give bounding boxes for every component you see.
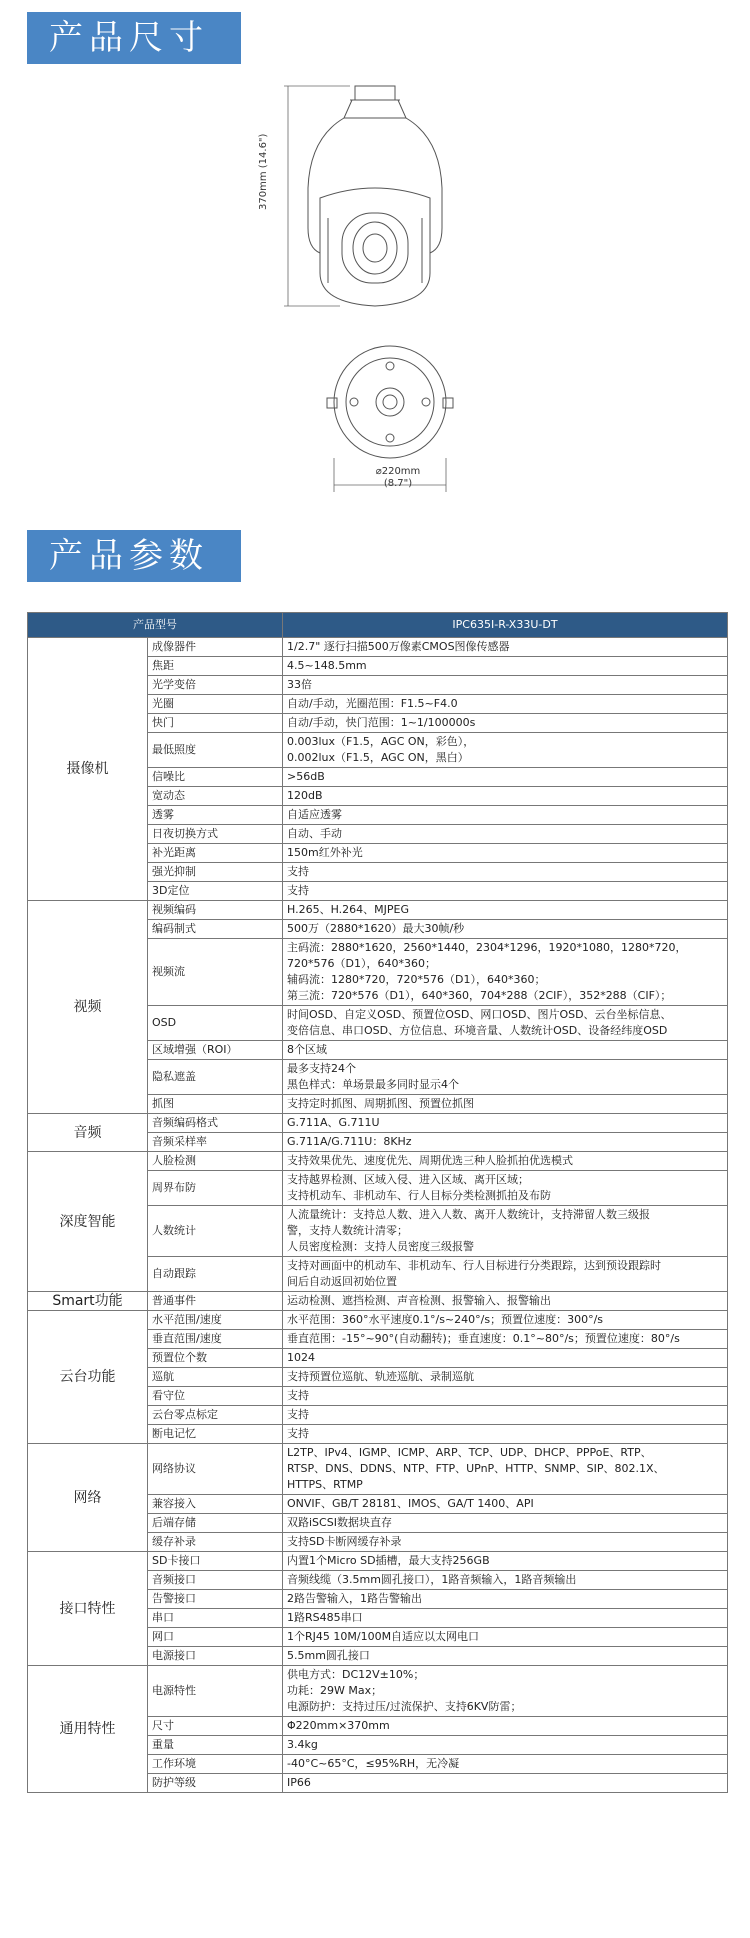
param-name-cell: 巡航: [148, 1368, 283, 1387]
param-value-cell: [283, 825, 728, 844]
param-name-cell: 水平范围/速度: [148, 1311, 283, 1330]
param-value-cell: [283, 1571, 728, 1590]
param-name-cell: 信噪比: [148, 768, 283, 787]
param-name-cell: 人脸检测: [148, 1152, 283, 1171]
param-name-cell: 隐私遮盖: [148, 1060, 283, 1095]
param-value-cell: [283, 1349, 728, 1368]
param-value-line: 第三流：720*576（D1），640*360，704*288（2CIF），352*288（CIF）；: [287, 989, 672, 1002]
param-name-cell: 兼容接入: [148, 1495, 283, 1514]
param-value-cell: [283, 920, 728, 939]
param-value-cell: [283, 1257, 728, 1292]
param-name-cell: 视频流: [148, 939, 283, 1006]
param-value-line: G.711A/G.711U：8KHz: [287, 1135, 412, 1148]
param-value-line: 支持: [287, 865, 309, 878]
param-value-line: 运动检测、遮挡检测、声音检测、报警输入、报警输出: [287, 1294, 551, 1307]
param-name-cell: 音频接口: [148, 1571, 283, 1590]
param-value-line: 150m红外补光: [287, 846, 363, 859]
param-value-line: 4.5~148.5mm: [287, 659, 367, 672]
param-value-cell: [283, 1368, 728, 1387]
param-value-line: 支持机动车、非机动车、行人目标分类检测抓拍及布防: [287, 1189, 551, 1202]
param-value-line: 支持SD卡断网缓存补录: [287, 1535, 402, 1548]
param-value-cell: [283, 806, 728, 825]
table-row: [28, 1552, 728, 1571]
param-value-cell: [283, 1717, 728, 1736]
param-name-cell: 编码制式: [148, 920, 283, 939]
param-name-cell: 电源接口: [148, 1647, 283, 1666]
param-name-cell: 缓存补录: [148, 1533, 283, 1552]
camera-side-view-drawing: [280, 78, 470, 318]
param-value-line: 时间OSD、自定义OSD、预置位OSD、网口OSD、图片OSD、云台坐标信息、: [287, 1008, 672, 1021]
param-name-cell: 垂直范围/速度: [148, 1330, 283, 1349]
param-name-cell: 区域增强（ROI）: [148, 1041, 283, 1060]
param-value-line: G.711A、G.711U: [287, 1116, 380, 1129]
param-value-cell: [283, 1060, 728, 1095]
param-name-cell: 快门: [148, 714, 283, 733]
param-value-cell: [283, 638, 728, 657]
height-label: [258, 133, 269, 210]
param-value-line: 1个RJ45 10M/100M自适应以太网电口: [287, 1630, 480, 1643]
param-value-cell: [283, 1152, 728, 1171]
param-value-line: 自动、手动: [287, 827, 342, 840]
param-value-cell: [283, 1171, 728, 1206]
param-value-line: 自适应透雾: [287, 808, 342, 821]
param-value-cell: [283, 844, 728, 863]
param-value-cell: [283, 1041, 728, 1060]
param-name-cell: 云台零点标定: [148, 1406, 283, 1425]
param-value-line: 支持效果优先、速度优先、周期优选三种人脸抓拍优选模式: [287, 1154, 573, 1167]
param-value-cell: [283, 1736, 728, 1755]
param-value-cell: [283, 1647, 728, 1666]
param-value-cell: [283, 1406, 728, 1425]
param-name-cell: 补光距离: [148, 844, 283, 863]
table-row: [28, 1292, 728, 1311]
param-value-line: 支持: [287, 884, 309, 897]
param-value-line: 120dB: [287, 789, 323, 802]
param-value-cell: [283, 1755, 728, 1774]
param-value-line: 间后自动返回初始位置: [287, 1275, 397, 1288]
category-cell: 视频: [28, 901, 148, 1114]
param-value-line: 1路RS485串口: [287, 1611, 363, 1624]
spec-table: [27, 612, 728, 1793]
param-value-cell: [283, 882, 728, 901]
param-name-cell: 电源特性: [148, 1666, 283, 1717]
param-value-cell: [283, 863, 728, 882]
param-value-cell: [283, 1514, 728, 1533]
table-row: [28, 1114, 728, 1133]
param-value-cell: [283, 1311, 728, 1330]
param-value-line: 人流量统计：支持总人数、进入人数、离开人数统计，支持滞留人数三级报: [287, 1208, 650, 1221]
category-cell: 云台功能: [28, 1311, 148, 1444]
category-cell: 音频: [28, 1114, 148, 1152]
param-name-cell: 周界布防: [148, 1171, 283, 1206]
param-value-cell: [283, 714, 728, 733]
param-value-line: 双路iSCSI数据块直存: [287, 1516, 392, 1529]
param-name-cell: 网口: [148, 1628, 283, 1647]
param-value-line: 功耗：29W Max；: [287, 1684, 383, 1697]
param-value-line: 支持: [287, 1427, 309, 1440]
param-value-cell: [283, 1609, 728, 1628]
param-name-cell: 最低照度: [148, 733, 283, 768]
param-name-cell: OSD: [148, 1006, 283, 1041]
param-value-line: 辅码流：1280*720，720*576（D1），640*360；: [287, 973, 546, 986]
param-value-line: 支持: [287, 1389, 309, 1402]
param-value-cell: [283, 657, 728, 676]
diameter-label: ⌀220mm (8.7"): [375, 466, 421, 489]
param-name-cell: 宽动态: [148, 787, 283, 806]
param-value-line: 支持对画面中的机动车、非机动车、行人目标进行分类跟踪，达到预设跟踪时: [287, 1259, 661, 1272]
param-value-line: 720*576（D1），640*360；: [287, 957, 436, 970]
param-value-cell: [283, 1292, 728, 1311]
param-value-line: IP66: [287, 1776, 311, 1789]
param-value-line: 内置1个Micro SD插槽，最大支持256GB: [287, 1554, 490, 1567]
param-value-line: 电源防护：支持过压/过流保护、支持6KV防雷；: [287, 1700, 522, 1713]
height-in: (14.6"): [258, 133, 269, 169]
param-name-cell: 音频采样率: [148, 1133, 283, 1152]
category-cell: 摄像机: [28, 638, 148, 901]
param-value-line: 2路告警输入，1路告警输出: [287, 1592, 422, 1605]
param-name-cell: 重量: [148, 1736, 283, 1755]
param-value-line: 支持越界检测、区域入侵、进入区域、离开区域；: [287, 1173, 529, 1186]
param-name-cell: 成像器件: [148, 638, 283, 657]
param-name-cell: 焦距: [148, 657, 283, 676]
param-name-cell: 看守位: [148, 1387, 283, 1406]
param-name-cell: 尺寸: [148, 1717, 283, 1736]
table-row: [28, 1311, 728, 1330]
table-row: [28, 1444, 728, 1495]
param-value-line: -40°C~65°C，≤95%RH，无冷凝: [287, 1757, 460, 1770]
param-value-cell: [283, 1095, 728, 1114]
table-row: [28, 1152, 728, 1171]
param-name-cell: 光圈: [148, 695, 283, 714]
param-value-line: 自动/手动，光圈范围：F1.5~F4.0: [287, 697, 458, 710]
param-value-cell: [283, 901, 728, 920]
param-value-cell: [283, 695, 728, 714]
header-model-value: IPC635I-R-X33U-DT: [283, 613, 728, 638]
param-name-cell: 预置位个数: [148, 1349, 283, 1368]
param-value-cell: [283, 1133, 728, 1152]
param-value-line: 变倍信息、串口OSD、方位信息、环境音量、人数统计OSD、设备经纬度OSD: [287, 1024, 668, 1037]
param-value-cell: [283, 787, 728, 806]
category-cell: Smart功能: [28, 1292, 148, 1311]
param-name-cell: 后端存储: [148, 1514, 283, 1533]
param-name-cell: 告警接口: [148, 1590, 283, 1609]
param-value-cell: [283, 1552, 728, 1571]
param-value-cell: [283, 1006, 728, 1041]
param-value-line: 最多支持24个: [287, 1062, 356, 1075]
header-model-label: 产品型号: [28, 613, 283, 638]
param-value-cell: [283, 1387, 728, 1406]
param-name-cell: 抓图: [148, 1095, 283, 1114]
category-cell: 深度智能: [28, 1152, 148, 1292]
diameter-mm: 220mm: [381, 466, 421, 477]
param-name-cell: 网络协议: [148, 1444, 283, 1495]
height-mm: 370mm: [258, 171, 269, 210]
param-value-line: 黑色样式：单场景最多同时显示4个: [287, 1078, 459, 1091]
param-name-cell: 人数统计: [148, 1206, 283, 1257]
param-name-cell: 断电记忆: [148, 1425, 283, 1444]
param-value-line: H.265、H.264、MJPEG: [287, 903, 409, 916]
param-value-cell: [283, 1495, 728, 1514]
param-value-line: 0.002lux（F1.5，AGC ON，黑白）: [287, 751, 469, 764]
table-row: [28, 1666, 728, 1717]
param-name-cell: 自动跟踪: [148, 1257, 283, 1292]
param-value-cell: [283, 1590, 728, 1609]
param-value-line: 人员密度检测：支持人员密度三级报警: [287, 1240, 474, 1253]
param-value-line: 1/2.7" 逐行扫描500万像素CMOS图像传感器: [287, 640, 510, 653]
table-row: [28, 638, 728, 657]
param-value-cell: [283, 1774, 728, 1793]
table-row: [28, 901, 728, 920]
param-name-cell: 串口: [148, 1609, 283, 1628]
param-value-line: RTSP、DNS、DDNS、NTP、FTP、UPnP、HTTP、SNMP、SIP、802.1X、: [287, 1462, 665, 1475]
param-name-cell: 日夜切换方式: [148, 825, 283, 844]
param-value-line: 自动/手动，快门范围：1~1/100000s: [287, 716, 476, 729]
param-value-cell: [283, 1114, 728, 1133]
diameter-in: (8.7"): [383, 478, 413, 489]
param-value-line: 500万（2880*1620）最大30帧/秒: [287, 922, 465, 935]
param-value-line: Φ220mm×370mm: [287, 1719, 390, 1732]
param-value-cell: [283, 1330, 728, 1349]
param-value-line: 支持定时抓图、周期抓图、预置位抓图: [287, 1097, 474, 1110]
param-value-cell: [283, 1206, 728, 1257]
section-title-dimensions: 产品尺寸: [27, 12, 241, 64]
param-name-cell: 防护等级: [148, 1774, 283, 1793]
param-value-line: 支持: [287, 1408, 309, 1421]
param-value-line: 主码流：2880*1620，2560*1440，2304*1296，1920*1080，1280*720，: [287, 941, 687, 954]
param-value-cell: [283, 1444, 728, 1495]
table-header-row: [28, 613, 728, 638]
param-name-cell: 强光抑制: [148, 863, 283, 882]
param-name-cell: 视频编码: [148, 901, 283, 920]
param-value-line: 供电方式：DC12V±10%；: [287, 1668, 425, 1681]
param-name-cell: SD卡接口: [148, 1552, 283, 1571]
param-value-cell: [283, 676, 728, 695]
param-value-cell: [283, 1533, 728, 1552]
param-value-cell: [283, 1666, 728, 1717]
param-value-line: 垂直范围：-15°~90°(自动翻转)；垂直速度：0.1°~80°/s；预置位速度：80°/s: [287, 1332, 680, 1345]
param-value-line: 0.003lux（F1.5，AGC ON，彩色），: [287, 735, 475, 748]
param-value-cell: [283, 733, 728, 768]
param-value-line: >56dB: [287, 770, 325, 783]
section-title-parameters: 产品参数: [27, 530, 241, 582]
param-value-line: 5.5mm圆孔接口: [287, 1649, 370, 1662]
param-name-cell: 工作环境: [148, 1755, 283, 1774]
param-value-line: 3.4kg: [287, 1738, 318, 1751]
param-value-line: 水平范围：360°水平速度0.1°/s~240°/s；预置位速度：300°/s: [287, 1313, 604, 1326]
param-value-cell: [283, 768, 728, 787]
param-value-line: 警，支持人数统计清零；: [287, 1224, 408, 1237]
param-value-line: 音频线缆（3.5mm圆孔接口），1路音频输入，1路音频输出: [287, 1573, 577, 1586]
param-value-cell: [283, 1425, 728, 1444]
param-value-line: 支持预置位巡航、轨迹巡航、录制巡航: [287, 1370, 474, 1383]
param-value-line: L2TP、IPv4、IGMP、ICMP、ARP、TCP、UDP、DHCP、PPPoE、RTP、: [287, 1446, 652, 1459]
param-name-cell: 普通事件: [148, 1292, 283, 1311]
param-name-cell: 透雾: [148, 806, 283, 825]
param-value-cell: [283, 1628, 728, 1647]
param-value-line: ONVIF、GB/T 28181、IMOS、GA/T 1400、API: [287, 1497, 534, 1510]
param-value-line: 1024: [287, 1351, 315, 1364]
param-name-cell: 3D定位: [148, 882, 283, 901]
param-name-cell: 光学变倍: [148, 676, 283, 695]
category-cell: 网络: [28, 1444, 148, 1552]
param-name-cell: 音频编码格式: [148, 1114, 283, 1133]
param-value-cell: [283, 939, 728, 1006]
category-cell: 通用特性: [28, 1666, 148, 1793]
param-value-line: 33倍: [287, 678, 312, 691]
param-value-line: HTTPS、RTMP: [287, 1478, 363, 1491]
param-value-line: 8个区域: [287, 1043, 327, 1056]
category-cell: 接口特性: [28, 1552, 148, 1666]
